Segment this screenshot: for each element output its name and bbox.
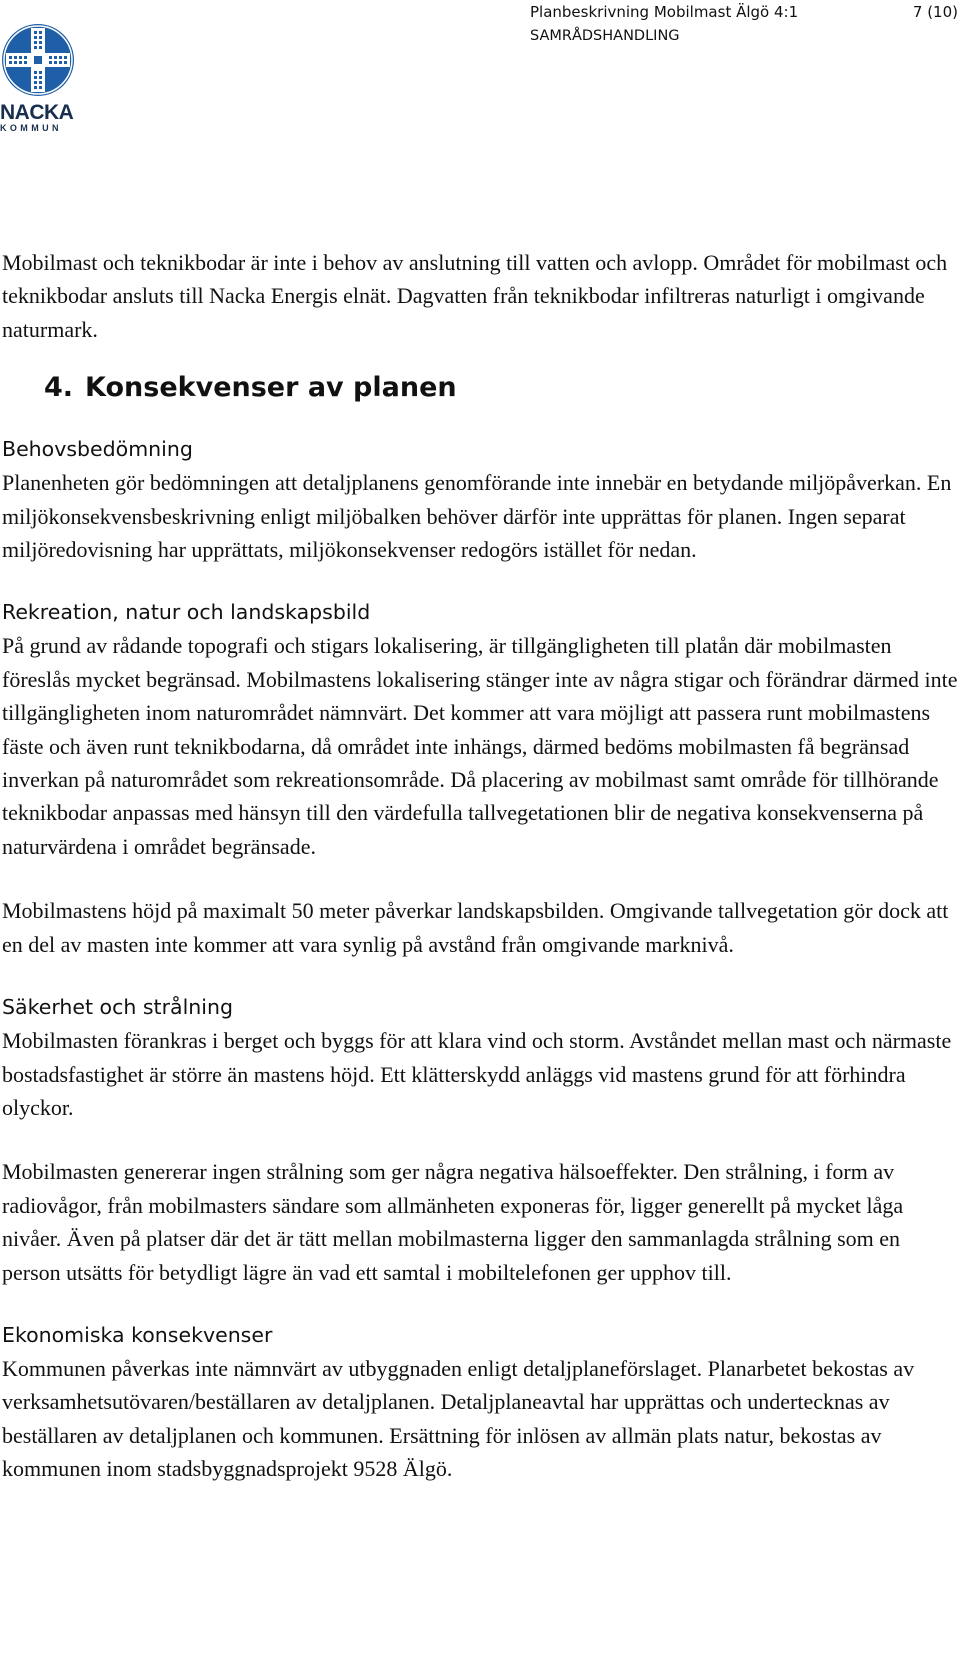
chapter-heading [44, 368, 958, 408]
nacka-logo [0, 22, 80, 133]
document-title: Planbeskrivning Mobilmast Älgö 4:1 [530, 3, 799, 21]
logo-name: NACKA [0, 101, 74, 124]
section-paragraph: Mobilmasten förankras i berget och byggs för att klara vind och storm. Avståndet mellan mast och närmaste bostadsfastighet är större än mastens höjd. Ett klätterskydd anläggs vid mastens grund för att förhindra olyckor. [2, 1028, 952, 1120]
document-body [2, 246, 958, 1486]
intro-paragraph: Mobilmast och teknikbodar är inte i behov av anslutning till vatten och avlopp. Området för mobilmast och teknikbodar ansluts till Nacka Energis elnät. Dagvatten från teknikbodar infiltreras naturligt i omgivande naturmark. [2, 250, 948, 342]
page-number: 7 (10) [912, 3, 958, 21]
logo-subtitle: KOMMUN [0, 123, 62, 133]
section-sakerhet [2, 990, 958, 1289]
section-heading: Rekreation, natur och landskapsbild [2, 600, 371, 625]
section-heading: Ekonomiska konsekvenser [2, 1322, 273, 1347]
section-paragraph: Kommunen påverkas inte nämnvärt av utbyggnaden enligt detaljplaneförslaget. Planarbetet bekostas av verksamhetsutövaren/beställaren av detaljplanen. Detaljplaneavtal har upprättas och undertecknas av beställaren av detaljplanen och kommunen. Ersättning för inlösen av allmän plats natur, bekostas av kommunen inom stadsbyggnadsprojekt 9528 Älgö. [2, 1355, 915, 1482]
chapter-title: Konsekvenser av planen [85, 372, 457, 404]
section-paragraph: Mobilmasten genererar ingen strålning som ger några negativa hälsoeffekter. Den strålning, i form av radiovågor, från mobilmasters sändare som allmänheten exponeras för, ligger generellt på mycket låga nivåer. Även på platser där det är tätt mellan mobilmasterna ligger den sammanlagda strålning som en person utsätts för betydligt lägre än vad ett samtal i mobiltelefonen ger upphov till. [2, 1159, 904, 1285]
section-behovsbedomning [2, 432, 958, 566]
section-paragraph: Planenheten gör bedömningen att detaljplanens genomförande inte innebär en betydande miljöpåverkan. En miljökonsekvensbeskrivning enligt miljöbalken behöver därför inte upprättas för planen. Ingen separat miljöredovisning har upprättats, miljökonsekvenser redogörs istället för nedan. [2, 470, 952, 563]
section-paragraph: På grund av rådande topografi och stigars lokalisering, är tillgängligheten till platån där mobilmasten föreslås mycket begränsad. Mobilmastens lokalisering stänger inte av några stigar och förändrar därmed inte tillgängligheten inom naturområdet nämnvärt. Det kommer att vara möjligt att passera runt mobilmastens fäste och även runt teknikbodarna, då området inte inhängs, därmed bedöms mobilmasten få begränsad inverkan på naturområdet som rekreationsområde. Då placering av mobilmast samt område för tillhörande teknikbodar anpassas med hänsyn till den värdefulla tallvegetationen blir de negativa konsekvenserna på naturvärdena i området begränsade. [2, 633, 958, 859]
document-status: SAMRÅDSHANDLING [530, 28, 680, 44]
section-heading: Behovsbedömning [2, 437, 193, 462]
section-paragraph: Mobilmastens höjd på maximalt 50 meter påverkar landskapsbilden. Omgivande tallvegetation gör dock att en del av masten inte kommer att vara synlig på avstånd från omgivande marknivå. [2, 898, 949, 957]
chapter-number: 4. [44, 372, 74, 404]
nacka-emblem-icon [0, 22, 76, 98]
page-header [530, 0, 960, 48]
section-ekonomiska [2, 1318, 958, 1486]
section-rekreation [2, 595, 958, 961]
section-heading: Säkerhet och strålning [2, 995, 233, 1020]
